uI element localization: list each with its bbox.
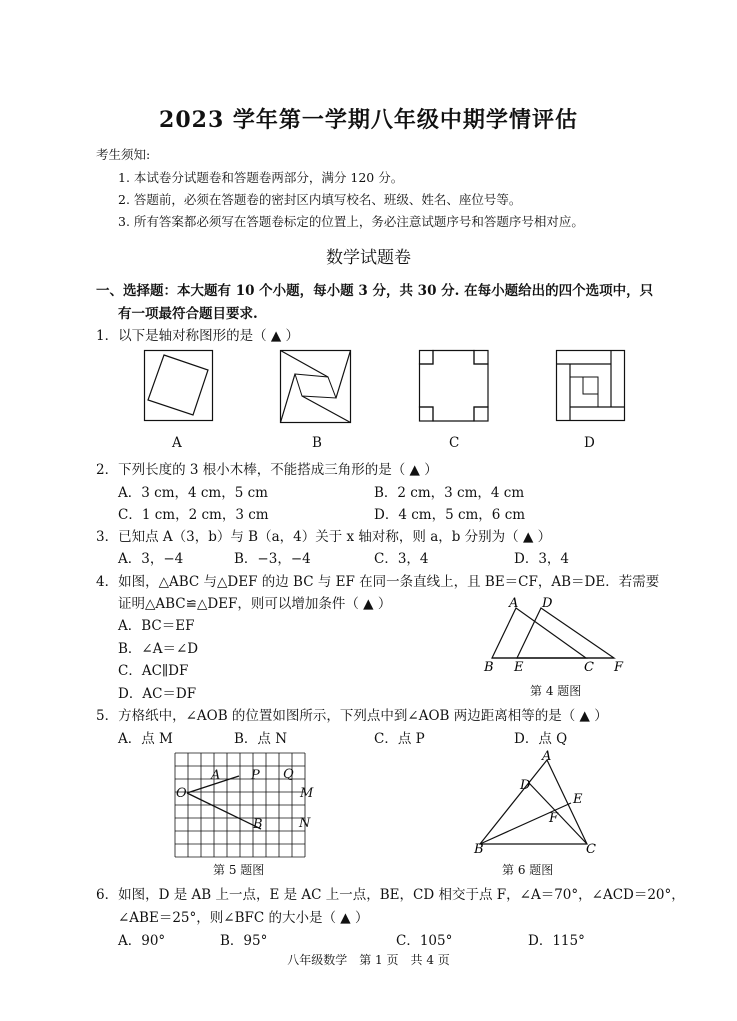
q5-label: O: [176, 786, 187, 801]
notice-heading: 考生须知:: [96, 147, 151, 162]
q1-figure-b: [280, 350, 352, 424]
section-heading: 一、选择题：本大题有 10 个小题，每小题 3 分，共 30 分. 在每小题给出的四个选项中，只: [96, 283, 654, 299]
q4-figure: [480, 596, 630, 676]
q3-option: A．3，−4: [118, 551, 184, 567]
q2-option: A．3 cm，4 cm，5 cm: [118, 485, 268, 501]
q6-label: F: [549, 811, 559, 826]
q4-option: D．AC＝DF: [118, 686, 197, 702]
notice-item: 1. 本试卷分试题卷和答题卷两部分，满分 120 分。: [118, 170, 404, 185]
q5-label: P: [251, 768, 260, 783]
q2-option: D．4 cm，5 cm，6 cm: [374, 507, 526, 523]
q4-label: E: [514, 660, 524, 675]
q5-label: B: [253, 817, 263, 832]
q2-option: B．2 cm，3 cm，4 cm: [374, 485, 525, 501]
q4-label: B: [484, 660, 494, 675]
q4-option: B．∠A＝∠D: [118, 641, 199, 657]
q6-option: D．115°: [528, 933, 585, 949]
page-footer: 八年级数学 第 1 页 共 4 页: [287, 953, 450, 967]
q5-label: Q: [283, 767, 294, 782]
q2-option: C．1 cm，2 cm，3 cm: [118, 507, 269, 523]
q5-option: C．点 P: [374, 731, 425, 747]
q5-stem: 5．方格纸中，∠AOB 的位置如图所示，下列点中到∠AOB 两边距离相等的是（ ▲ ）: [96, 708, 608, 724]
q1-figure-c: [419, 350, 489, 422]
q5-label: A: [211, 768, 221, 783]
q4-label: C: [584, 660, 594, 675]
q6-label: B: [474, 842, 484, 857]
q6-option: A．90°: [118, 933, 166, 949]
q4-label: A: [509, 596, 519, 611]
q6-stem-cont: ∠ABE＝25°，则∠BFC 的大小是（ ▲ ）: [118, 910, 369, 926]
q6-stem: 6．如图，D 是 AB 上一点，E 是 AC 上一点，BE，CD 相交于点 F，∠A＝70°，∠ACD＝20°，: [96, 887, 685, 903]
q6-label: C: [586, 842, 596, 857]
q5-label: N: [299, 816, 311, 831]
q1-figure-a: [144, 350, 214, 422]
q3-option: D．3，4: [514, 551, 570, 567]
q4-stem-cont: 证明△ABC≌△DEF，则可以增加条件（ ▲ ）: [118, 596, 392, 612]
q6-figure-caption: 第 6 题图: [502, 863, 554, 877]
q3-stem: 3．已知点 A（3，b）与 B（a，4）关于 x 轴对称，则 a，b 分别为（ ▲ ）: [96, 529, 552, 545]
page-title: 2023 学年第一学期八年级中期学情评估: [159, 107, 578, 133]
q3-option: B．−3，−4: [234, 551, 311, 567]
q5-grid-figure: [173, 752, 315, 858]
notice-item: 2. 答题前，必须在答题卷的密封区内填写校名、班级、姓名、座位号等。: [118, 192, 522, 207]
q1-figure-d: [556, 350, 626, 422]
q1-option: B: [312, 435, 322, 451]
q6-option: B．95°: [220, 933, 268, 949]
q6-label: E: [573, 792, 583, 807]
q5-figure-caption: 第 5 题图: [213, 863, 265, 877]
q4-stem: 4．如图，△ABC 与△DEF 的边 BC 与 EF 在同一条直线上，且 BE＝CF，AB＝DE．若需要: [96, 574, 660, 590]
q6-label: D: [520, 778, 531, 793]
q1-option: C: [449, 435, 460, 451]
q2-stem: 2．下列长度的 3 根小木棒，不能搭成三角形的是（ ▲ ）: [96, 462, 438, 478]
q6-option: C．105°: [396, 933, 453, 949]
q4-label: F: [614, 660, 624, 675]
q4-option: A．BC＝EF: [118, 618, 195, 634]
q1-stem: 1．以下是轴对称图形的是（ ▲ ）: [96, 328, 300, 344]
notice-item: 3. 所有答案都必须写在答题卷标定的位置上，务必注意试题序号和答题序号相对应。: [118, 214, 584, 229]
q5-label: M: [300, 786, 314, 801]
q4-figure-caption: 第 4 题图: [530, 684, 582, 698]
q1-option: D: [584, 435, 595, 451]
q6-figure: [470, 749, 600, 857]
q1-option: A: [172, 435, 182, 451]
q5-option: B．点 N: [234, 731, 288, 747]
q5-option: A．点 M: [118, 731, 173, 747]
q4-label: D: [542, 596, 553, 611]
q3-option: C．3，4: [374, 551, 429, 567]
q5-option: D．点 Q: [514, 731, 568, 747]
section-heading-cont: 有一项最符合题目要求.: [118, 306, 258, 322]
q6-label: A: [542, 749, 552, 764]
q4-option: C．AC∥DF: [118, 663, 189, 679]
paper-subtitle: 数学试题卷: [326, 248, 411, 268]
